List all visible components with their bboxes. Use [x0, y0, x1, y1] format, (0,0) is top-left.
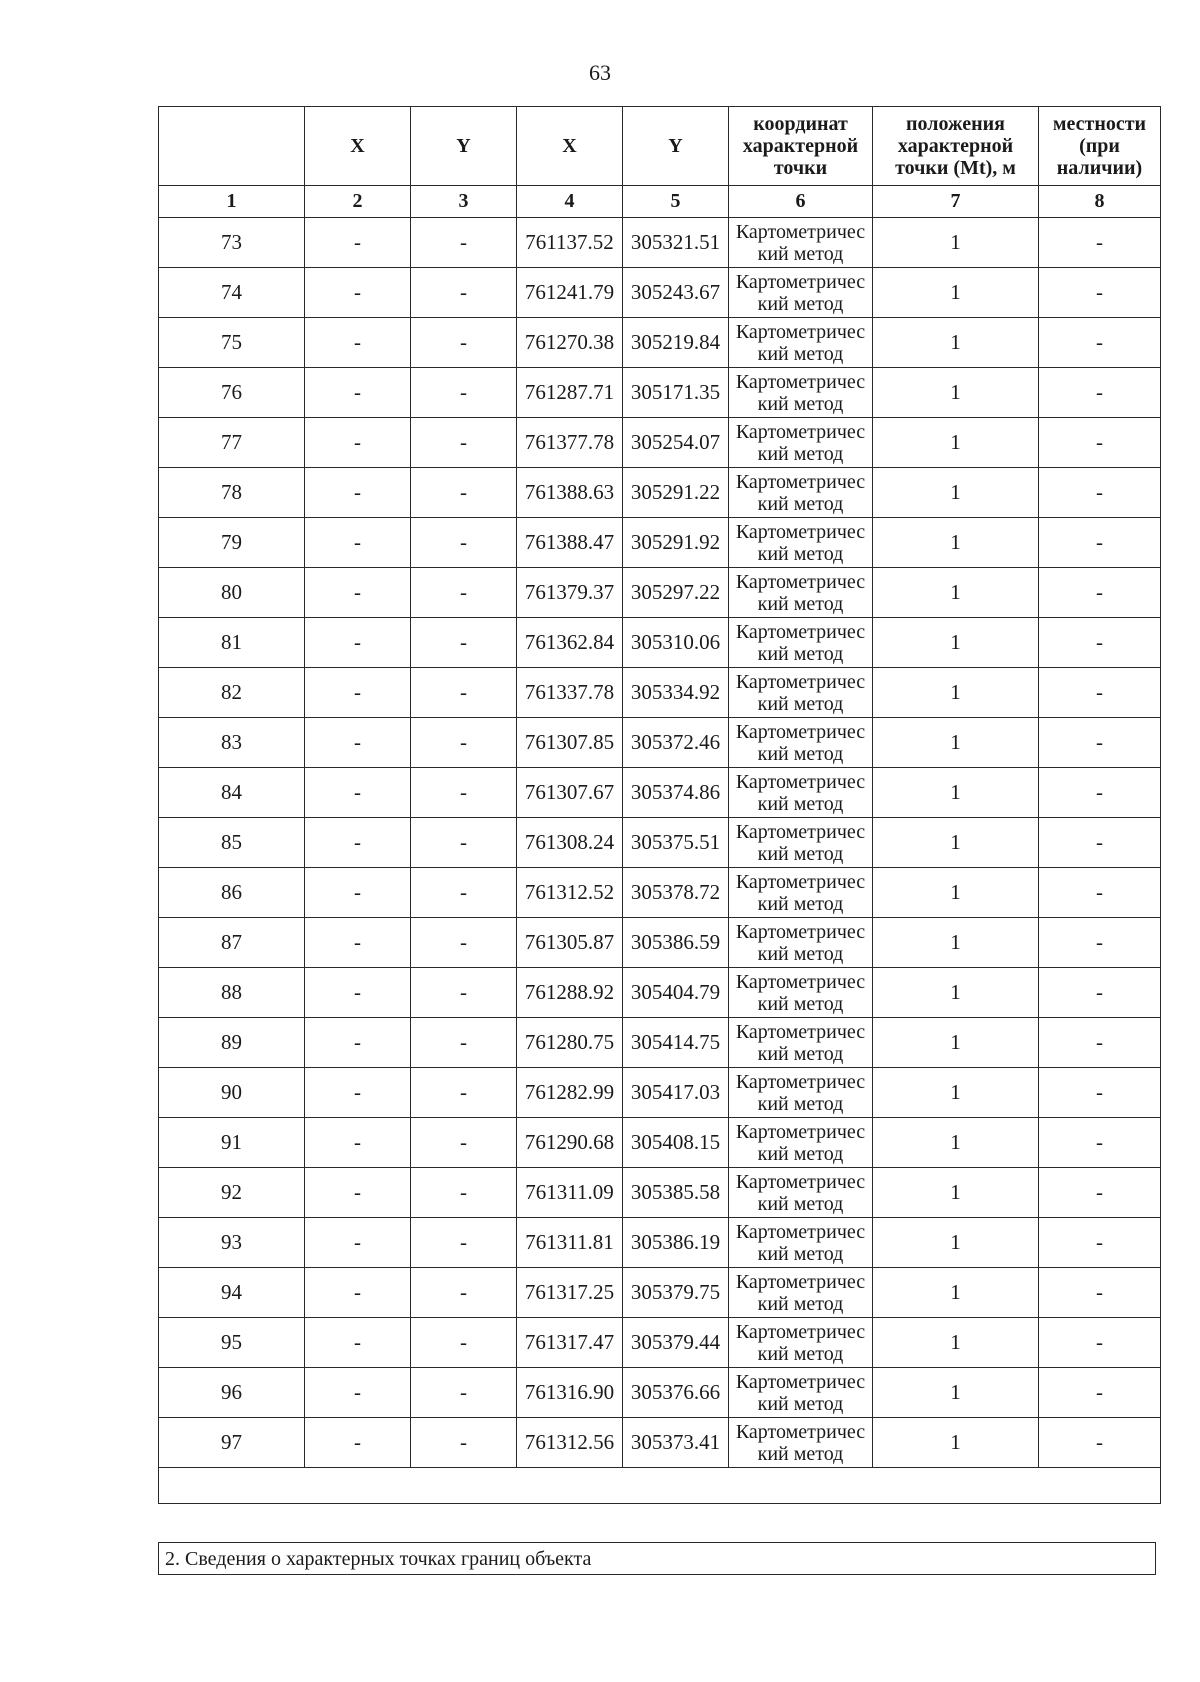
y-cell: 305372.46	[623, 718, 729, 768]
table-row	[159, 1418, 1161, 1468]
y-old-cell: -	[411, 1318, 517, 1368]
point-number-cell: 81	[159, 618, 305, 668]
x-old-cell: -	[305, 468, 411, 518]
header-cell: Y	[623, 107, 729, 186]
point-number-cell: 79	[159, 518, 305, 568]
point-number-cell: 78	[159, 468, 305, 518]
method-cell: Картометричес кий метод	[729, 718, 873, 768]
table-row	[159, 1018, 1161, 1068]
y-cell: 305321.51	[623, 218, 729, 268]
section-title: 2. Сведения о характерных точках границ объекта	[158, 1542, 1156, 1575]
header-cell: Y	[411, 107, 517, 186]
x-cell: 761388.47	[517, 518, 623, 568]
y-cell: 305376.66	[623, 1368, 729, 1418]
table-row	[159, 218, 1161, 268]
point-number-cell: 82	[159, 668, 305, 718]
table-row	[159, 818, 1161, 868]
method-cell: Картометричес кий метод	[729, 618, 873, 668]
note-cell: -	[1039, 1118, 1161, 1168]
note-cell: -	[1039, 618, 1161, 668]
note-cell: -	[1039, 568, 1161, 618]
table-row	[159, 968, 1161, 1018]
empty-row	[159, 1468, 1161, 1504]
point-number-cell: 88	[159, 968, 305, 1018]
empty-cell	[159, 1468, 1161, 1504]
x-old-cell: -	[305, 868, 411, 918]
method-cell: Картометричес кий метод	[729, 468, 873, 518]
table-row	[159, 518, 1161, 568]
column-number: 8	[1039, 186, 1161, 218]
method-cell: Картометричес кий метод	[729, 918, 873, 968]
note-cell: -	[1039, 1268, 1161, 1318]
header-cell: X	[305, 107, 411, 186]
x-cell: 761317.47	[517, 1318, 623, 1368]
table-row	[159, 1168, 1161, 1218]
table-row	[159, 718, 1161, 768]
x-old-cell: -	[305, 668, 411, 718]
x-cell: 761280.75	[517, 1018, 623, 1068]
point-number-cell: 86	[159, 868, 305, 918]
x-cell: 761316.90	[517, 1368, 623, 1418]
table-row	[159, 1118, 1161, 1168]
x-old-cell: -	[305, 1418, 411, 1468]
x-cell: 761241.79	[517, 268, 623, 318]
method-cell: Картометричес кий метод	[729, 1418, 873, 1468]
point-number-cell: 87	[159, 918, 305, 968]
mt-cell: 1	[873, 768, 1039, 818]
y-cell: 305408.15	[623, 1118, 729, 1168]
x-cell: 761362.84	[517, 618, 623, 668]
note-cell: -	[1039, 1418, 1161, 1468]
point-number-cell: 76	[159, 368, 305, 418]
x-cell: 761287.71	[517, 368, 623, 418]
mt-cell: 1	[873, 468, 1039, 518]
note-cell: -	[1039, 368, 1161, 418]
note-cell: -	[1039, 218, 1161, 268]
x-old-cell: -	[305, 1318, 411, 1368]
coordinates-table	[158, 106, 1161, 1504]
column-number: 2	[305, 186, 411, 218]
method-cell: Картометричес кий метод	[729, 1318, 873, 1368]
x-old-cell: -	[305, 618, 411, 668]
x-old-cell: -	[305, 768, 411, 818]
y-cell: 305378.72	[623, 868, 729, 918]
point-number-cell: 74	[159, 268, 305, 318]
mt-cell: 1	[873, 1068, 1039, 1118]
note-cell: -	[1039, 1018, 1161, 1068]
mt-cell: 1	[873, 1268, 1039, 1318]
mt-cell: 1	[873, 1118, 1039, 1168]
table-row	[159, 318, 1161, 368]
y-old-cell: -	[411, 1418, 517, 1468]
mt-cell: 1	[873, 1168, 1039, 1218]
point-number-cell: 92	[159, 1168, 305, 1218]
method-cell: Картометричес кий метод	[729, 1168, 873, 1218]
note-cell: -	[1039, 1368, 1161, 1418]
mt-cell: 1	[873, 668, 1039, 718]
y-old-cell: -	[411, 968, 517, 1018]
x-old-cell: -	[305, 1368, 411, 1418]
point-number-cell: 84	[159, 768, 305, 818]
method-cell: Картометричес кий метод	[729, 368, 873, 418]
y-old-cell: -	[411, 1018, 517, 1068]
method-cell: Картометричес кий метод	[729, 818, 873, 868]
x-old-cell: -	[305, 718, 411, 768]
header-row	[159, 107, 1161, 186]
note-cell: -	[1039, 718, 1161, 768]
y-old-cell: -	[411, 1068, 517, 1118]
note-cell: -	[1039, 1218, 1161, 1268]
x-old-cell: -	[305, 968, 411, 1018]
x-old-cell: -	[305, 268, 411, 318]
x-cell: 761388.63	[517, 468, 623, 518]
x-cell: 761288.92	[517, 968, 623, 1018]
y-old-cell: -	[411, 268, 517, 318]
table-row	[159, 918, 1161, 968]
note-cell: -	[1039, 1318, 1161, 1368]
mt-cell: 1	[873, 568, 1039, 618]
y-cell: 305414.75	[623, 1018, 729, 1068]
mt-cell: 1	[873, 1318, 1039, 1368]
mt-cell: 1	[873, 268, 1039, 318]
table-row	[159, 1218, 1161, 1268]
y-cell: 305374.86	[623, 768, 729, 818]
x-old-cell: -	[305, 1118, 411, 1168]
mt-cell: 1	[873, 968, 1039, 1018]
y-old-cell: -	[411, 318, 517, 368]
y-cell: 305373.41	[623, 1418, 729, 1468]
x-cell: 761311.09	[517, 1168, 623, 1218]
x-old-cell: -	[305, 368, 411, 418]
point-number-cell: 73	[159, 218, 305, 268]
x-old-cell: -	[305, 218, 411, 268]
y-cell: 305386.59	[623, 918, 729, 968]
mt-cell: 1	[873, 218, 1039, 268]
table-row	[159, 868, 1161, 918]
method-cell: Картометричес кий метод	[729, 268, 873, 318]
method-cell: Картометричес кий метод	[729, 1018, 873, 1068]
method-cell: Картометричес кий метод	[729, 668, 873, 718]
method-cell: Картометричес кий метод	[729, 1068, 873, 1118]
y-old-cell: -	[411, 1168, 517, 1218]
header-cell: координат характерной точки	[729, 107, 873, 186]
note-cell: -	[1039, 518, 1161, 568]
table-row	[159, 468, 1161, 518]
note-cell: -	[1039, 1168, 1161, 1218]
y-cell: 305404.79	[623, 968, 729, 1018]
table-row	[159, 618, 1161, 668]
y-old-cell: -	[411, 618, 517, 668]
x-cell: 761282.99	[517, 1068, 623, 1118]
note-cell: -	[1039, 968, 1161, 1018]
y-old-cell: -	[411, 918, 517, 968]
note-cell: -	[1039, 918, 1161, 968]
y-old-cell: -	[411, 218, 517, 268]
x-cell: 761317.25	[517, 1268, 623, 1318]
x-cell: 761307.85	[517, 718, 623, 768]
y-old-cell: -	[411, 868, 517, 918]
table-row	[159, 568, 1161, 618]
y-old-cell: -	[411, 1268, 517, 1318]
table-row	[159, 368, 1161, 418]
method-cell: Картометричес кий метод	[729, 518, 873, 568]
mt-cell: 1	[873, 368, 1039, 418]
point-number-cell: 94	[159, 1268, 305, 1318]
x-old-cell: -	[305, 418, 411, 468]
column-number: 4	[517, 186, 623, 218]
note-cell: -	[1039, 468, 1161, 518]
mt-cell: 1	[873, 518, 1039, 568]
y-cell: 305310.06	[623, 618, 729, 668]
mt-cell: 1	[873, 1218, 1039, 1268]
table-row	[159, 768, 1161, 818]
y-cell: 305243.67	[623, 268, 729, 318]
x-cell: 761311.81	[517, 1218, 623, 1268]
method-cell: Картометричес кий метод	[729, 1118, 873, 1168]
mt-cell: 1	[873, 818, 1039, 868]
point-number-cell: 80	[159, 568, 305, 618]
mt-cell: 1	[873, 718, 1039, 768]
note-cell: -	[1039, 1068, 1161, 1118]
point-number-cell: 90	[159, 1068, 305, 1118]
mt-cell: 1	[873, 868, 1039, 918]
x-old-cell: -	[305, 1218, 411, 1268]
point-number-cell: 89	[159, 1018, 305, 1068]
point-number-cell: 85	[159, 818, 305, 868]
header-cell: местности (при наличии)	[1039, 107, 1161, 186]
y-old-cell: -	[411, 568, 517, 618]
method-cell: Картометричес кий метод	[729, 418, 873, 468]
y-cell: 305334.92	[623, 668, 729, 718]
y-cell: 305385.58	[623, 1168, 729, 1218]
y-old-cell: -	[411, 468, 517, 518]
x-cell: 761137.52	[517, 218, 623, 268]
x-cell: 761379.37	[517, 568, 623, 618]
method-cell: Картометричес кий метод	[729, 568, 873, 618]
method-cell: Картометричес кий метод	[729, 1268, 873, 1318]
note-cell: -	[1039, 768, 1161, 818]
x-cell: 761377.78	[517, 418, 623, 468]
x-old-cell: -	[305, 1018, 411, 1068]
mt-cell: 1	[873, 918, 1039, 968]
x-old-cell: -	[305, 1268, 411, 1318]
x-cell: 761337.78	[517, 668, 623, 718]
point-number-cell: 91	[159, 1118, 305, 1168]
y-old-cell: -	[411, 1218, 517, 1268]
x-old-cell: -	[305, 1168, 411, 1218]
table-row	[159, 268, 1161, 318]
header-cell: положения характерной точки (Mt), м	[873, 107, 1039, 186]
column-number: 1	[159, 186, 305, 218]
method-cell: Картометричес кий метод	[729, 1218, 873, 1268]
table-body	[159, 218, 1161, 1468]
y-cell: 305379.44	[623, 1318, 729, 1368]
y-old-cell: -	[411, 418, 517, 468]
x-cell: 761290.68	[517, 1118, 623, 1168]
y-cell: 305291.92	[623, 518, 729, 568]
y-cell: 305219.84	[623, 318, 729, 368]
table-row	[159, 668, 1161, 718]
x-old-cell: -	[305, 918, 411, 968]
x-old-cell: -	[305, 318, 411, 368]
y-old-cell: -	[411, 518, 517, 568]
table-row	[159, 1068, 1161, 1118]
x-old-cell: -	[305, 1068, 411, 1118]
y-cell: 305171.35	[623, 368, 729, 418]
note-cell: -	[1039, 868, 1161, 918]
y-cell: 305375.51	[623, 818, 729, 868]
column-number: 5	[623, 186, 729, 218]
y-cell: 305417.03	[623, 1068, 729, 1118]
y-old-cell: -	[411, 818, 517, 868]
note-cell: -	[1039, 668, 1161, 718]
x-old-cell: -	[305, 518, 411, 568]
y-cell: 305297.22	[623, 568, 729, 618]
mt-cell: 1	[873, 618, 1039, 668]
x-cell: 761305.87	[517, 918, 623, 968]
column-number: 7	[873, 186, 1039, 218]
mt-cell: 1	[873, 1368, 1039, 1418]
y-old-cell: -	[411, 368, 517, 418]
column-number: 6	[729, 186, 873, 218]
x-cell: 761270.38	[517, 318, 623, 368]
y-cell: 305254.07	[623, 418, 729, 468]
point-number-cell: 96	[159, 1368, 305, 1418]
header-cell: X	[517, 107, 623, 186]
x-old-cell: -	[305, 818, 411, 868]
column-number-row	[159, 186, 1161, 218]
point-number-cell: 95	[159, 1318, 305, 1368]
point-number-cell: 83	[159, 718, 305, 768]
column-number: 3	[411, 186, 517, 218]
x-cell: 761312.52	[517, 868, 623, 918]
x-cell: 761308.24	[517, 818, 623, 868]
table-row	[159, 1318, 1161, 1368]
mt-cell: 1	[873, 1418, 1039, 1468]
mt-cell: 1	[873, 418, 1039, 468]
table-row	[159, 418, 1161, 468]
y-old-cell: -	[411, 1368, 517, 1418]
point-number-cell: 77	[159, 418, 305, 468]
header-cell	[159, 107, 305, 186]
note-cell: -	[1039, 418, 1161, 468]
x-old-cell: -	[305, 568, 411, 618]
note-cell: -	[1039, 268, 1161, 318]
y-cell: 305386.19	[623, 1218, 729, 1268]
x-cell: 761312.56	[517, 1418, 623, 1468]
method-cell: Картометричес кий метод	[729, 218, 873, 268]
note-cell: -	[1039, 318, 1161, 368]
method-cell: Картометричес кий метод	[729, 868, 873, 918]
method-cell: Картометричес кий метод	[729, 768, 873, 818]
point-number-cell: 93	[159, 1218, 305, 1268]
table-row	[159, 1268, 1161, 1318]
page-number: 63	[589, 60, 611, 85]
point-number-cell: 97	[159, 1418, 305, 1468]
mt-cell: 1	[873, 318, 1039, 368]
x-cell: 761307.67	[517, 768, 623, 818]
y-old-cell: -	[411, 718, 517, 768]
table-row	[159, 1368, 1161, 1418]
note-cell: -	[1039, 818, 1161, 868]
y-old-cell: -	[411, 1118, 517, 1168]
method-cell: Картометричес кий метод	[729, 1368, 873, 1418]
method-cell: Картометричес кий метод	[729, 318, 873, 368]
y-old-cell: -	[411, 768, 517, 818]
method-cell: Картометричес кий метод	[729, 968, 873, 1018]
y-old-cell: -	[411, 668, 517, 718]
point-number-cell: 75	[159, 318, 305, 368]
y-cell: 305291.22	[623, 468, 729, 518]
mt-cell: 1	[873, 1018, 1039, 1068]
y-cell: 305379.75	[623, 1268, 729, 1318]
